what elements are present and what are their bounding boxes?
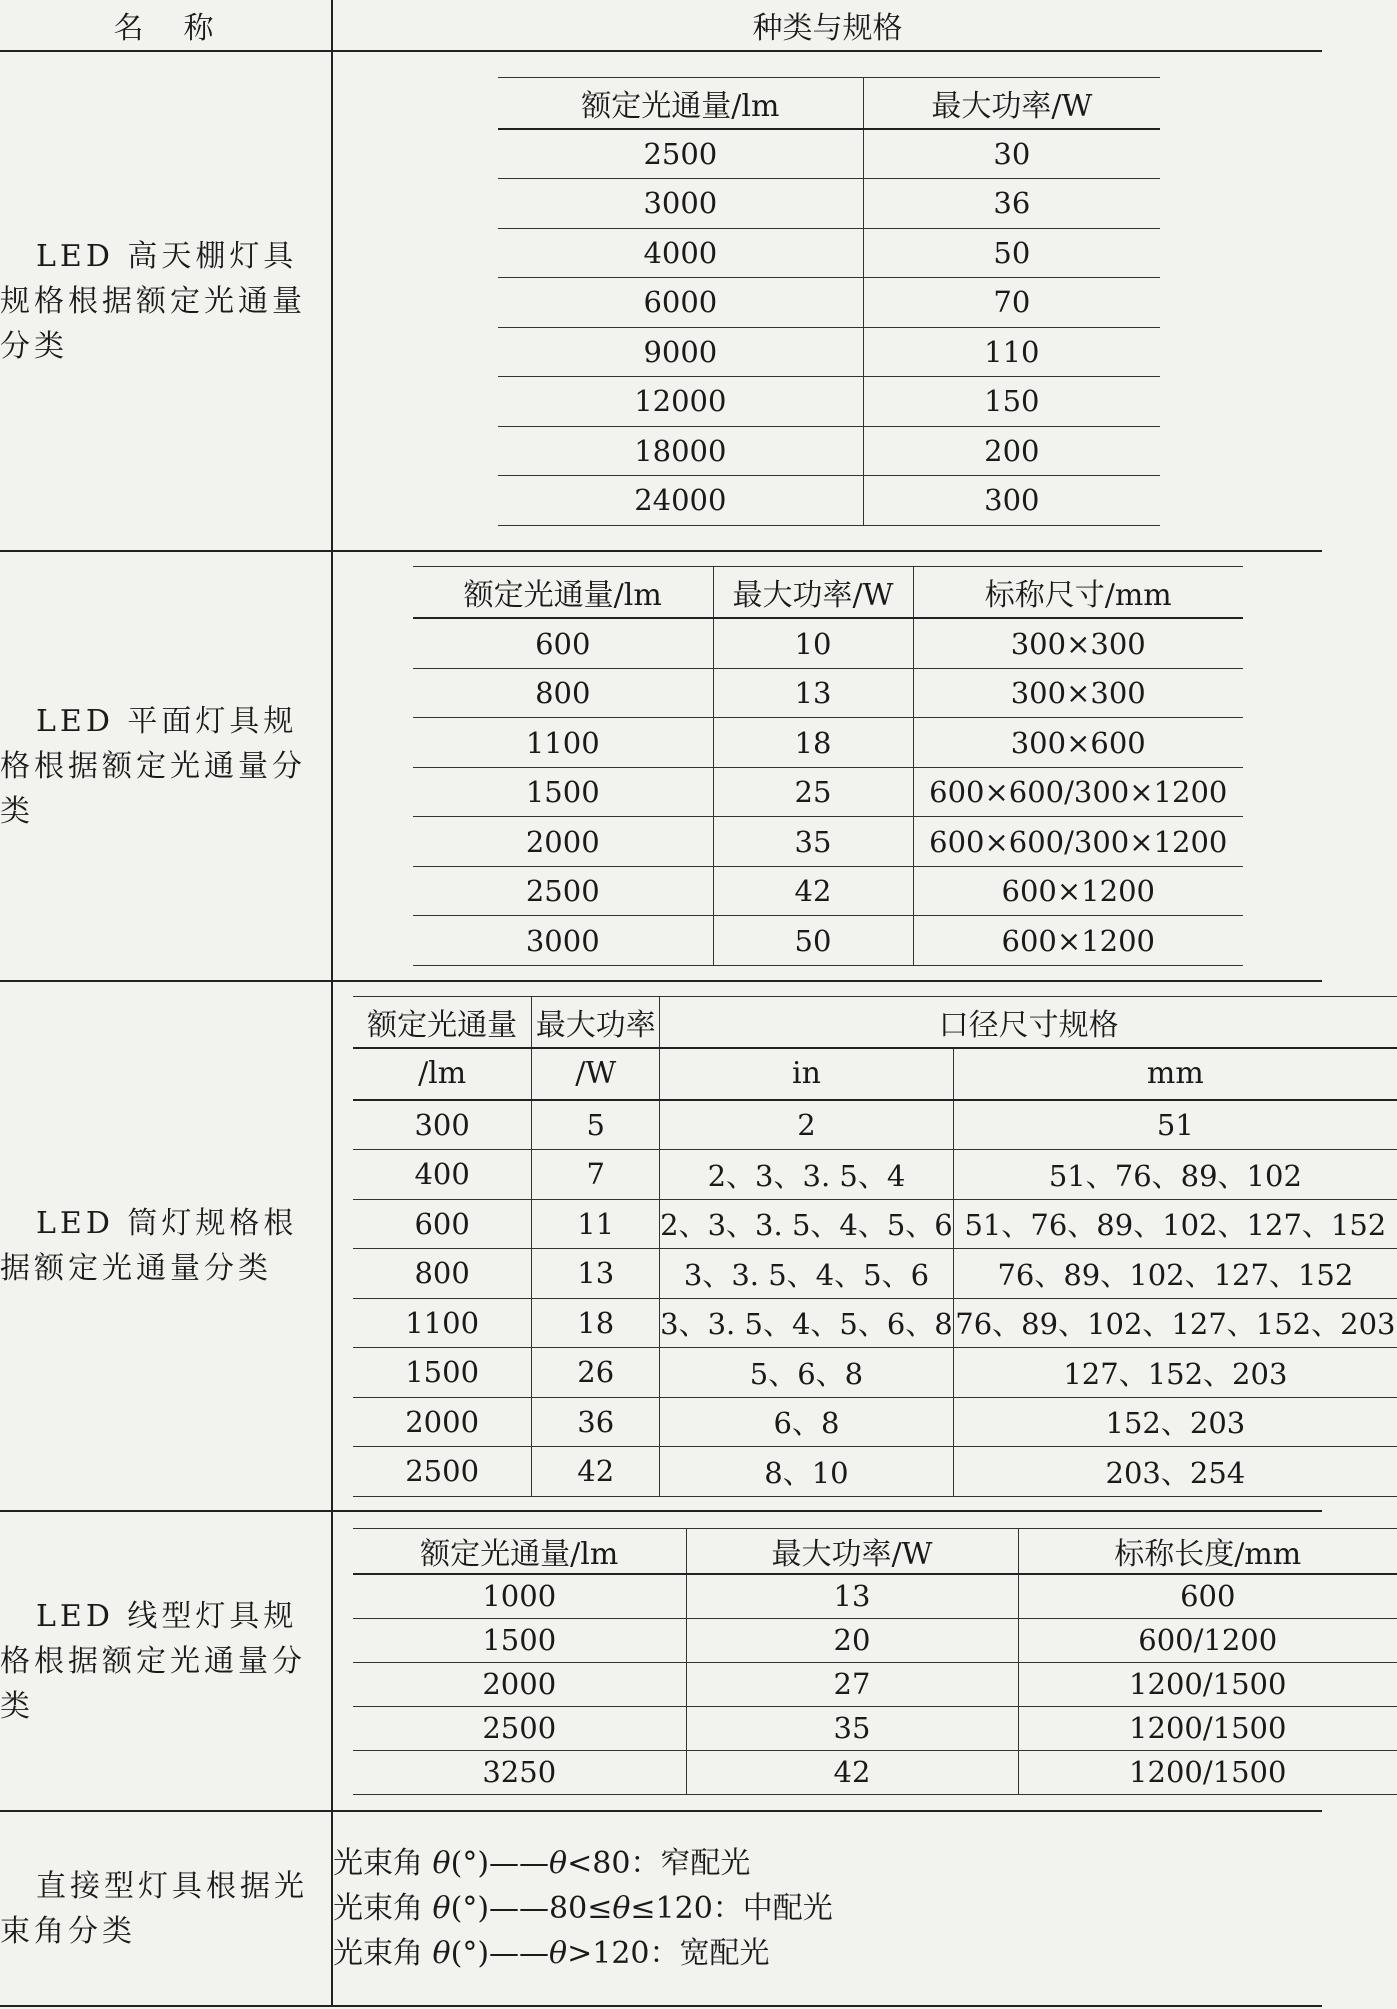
col-header: 标称长度/mm — [1018, 1528, 1397, 1574]
table-cell: 12000 — [498, 377, 863, 427]
table-cell: 18000 — [498, 426, 863, 476]
table-cell: 800 — [413, 668, 713, 718]
beam-angle-lines — [332, 1811, 1322, 2006]
table-cell: 152、203 — [953, 1397, 1397, 1447]
col-header: 额定光通量/lm — [413, 567, 713, 619]
table-cell: 2500 — [413, 866, 713, 916]
table-cell: 600×600/300×1200 — [913, 767, 1243, 817]
section-name: LED 线型灯具规格根据额定光通量分类 — [0, 1511, 332, 1811]
table-row — [353, 1447, 1397, 1497]
col-header: 最大功率 — [532, 996, 660, 1048]
table-row — [413, 866, 1243, 916]
table-row — [353, 1574, 1397, 1619]
table-cell: 1200/1500 — [1018, 1662, 1397, 1706]
table-cell: 300 — [353, 1100, 532, 1150]
table-cell: 600 — [413, 618, 713, 668]
table-cell: 600×1200 — [913, 916, 1243, 966]
table-cell: 76、89、102、127、152、203 — [953, 1298, 1397, 1348]
table-row — [413, 668, 1243, 718]
table-row — [498, 179, 1160, 229]
panel-table — [413, 566, 1243, 966]
col-header: 额定光通量 — [353, 996, 532, 1048]
section-name: 直接型灯具根据光束角分类 — [0, 1811, 332, 2006]
table-row — [353, 1298, 1397, 1348]
table-row — [498, 129, 1160, 179]
section-linear — [0, 1511, 1322, 1811]
table-cell: 70 — [863, 278, 1160, 328]
table-cell: 150 — [863, 377, 1160, 427]
table-cell: 50 — [713, 916, 913, 966]
table-cell: 200 — [863, 426, 1160, 476]
table-row — [353, 1348, 1397, 1398]
table-cell: 110 — [863, 327, 1160, 377]
table-cell: 1200/1500 — [1018, 1706, 1397, 1750]
table-row — [413, 767, 1243, 817]
table-row — [353, 1199, 1397, 1249]
table-cell: 6、8 — [660, 1397, 954, 1447]
table-cell: 600/1200 — [1018, 1618, 1397, 1662]
beam-line: 光束角 θ(°)——θ>120：宽配光 — [333, 1936, 770, 1971]
table-row — [353, 1750, 1397, 1794]
table-cell: 127、152、203 — [953, 1348, 1397, 1398]
table-cell: 42 — [713, 866, 913, 916]
table-cell: 2、3、3. 5、4、5、6 — [660, 1199, 954, 1249]
downlight-table — [353, 996, 1397, 1497]
col-header-aperture: 口径尺寸规格 — [660, 996, 1397, 1048]
table-cell: 9000 — [498, 327, 863, 377]
table-cell: 10 — [713, 618, 913, 668]
section-downlight — [0, 981, 1322, 1511]
col-header: /lm — [353, 1048, 532, 1100]
table-row — [413, 718, 1243, 768]
beam-line: 光束角 θ(°)——80≤θ≤120：中配光 — [333, 1891, 833, 1926]
table-cell: 1200/1500 — [1018, 1750, 1397, 1794]
table-row — [353, 1397, 1397, 1447]
table-row — [498, 377, 1160, 427]
col-header: 最大功率/W — [713, 567, 913, 619]
table-cell: 6000 — [498, 278, 863, 328]
table-cell: 800 — [353, 1249, 532, 1299]
table-cell: 27 — [686, 1662, 1018, 1706]
table-cell: 300 — [863, 476, 1160, 526]
table-cell: 30 — [863, 129, 1160, 179]
table-cell: 24000 — [498, 476, 863, 526]
table-cell: 5、6、8 — [660, 1348, 954, 1398]
section-panel — [0, 551, 1322, 981]
table-cell: 300×300 — [913, 618, 1243, 668]
table-cell: 1100 — [413, 718, 713, 768]
table-cell: 1500 — [353, 1348, 532, 1398]
table-cell: 35 — [686, 1706, 1018, 1750]
table-cell: 2500 — [353, 1706, 686, 1750]
table-cell: 2500 — [498, 129, 863, 179]
table-row — [353, 1249, 1397, 1299]
table-cell: 2000 — [353, 1397, 532, 1447]
section-beam-angle — [0, 1811, 1322, 2006]
col-header: 标称尺寸/mm — [913, 567, 1243, 619]
table-cell: 1500 — [413, 767, 713, 817]
col-header: 额定光通量/lm — [353, 1528, 686, 1574]
table-cell: 51、76、89、102 — [953, 1150, 1397, 1200]
table-cell: 50 — [863, 228, 1160, 278]
table-cell: 11 — [532, 1199, 660, 1249]
col-header-in: in — [660, 1048, 954, 1100]
table-cell: 3、3. 5、4、5、6、8 — [660, 1298, 954, 1348]
table-row — [498, 228, 1160, 278]
table-row — [413, 916, 1243, 966]
table-cell: 18 — [713, 718, 913, 768]
header-spec: 种类与规格 — [332, 0, 1322, 51]
table-cell: 18 — [532, 1298, 660, 1348]
table-cell: 600×1200 — [913, 866, 1243, 916]
table-cell: 8、10 — [660, 1447, 954, 1497]
table-row — [353, 1706, 1397, 1750]
table-cell: 2000 — [353, 1662, 686, 1706]
table-row — [413, 618, 1243, 668]
table-cell: 4000 — [498, 228, 863, 278]
table-cell: 203、254 — [953, 1447, 1397, 1497]
table-cell: 13 — [532, 1249, 660, 1299]
table-cell: 76、89、102、127、152 — [953, 1249, 1397, 1299]
table-cell: 300×600 — [913, 718, 1243, 768]
table-row — [353, 1100, 1397, 1150]
table-cell: 2、3、3. 5、4 — [660, 1150, 954, 1200]
table-cell: 600 — [1018, 1574, 1397, 1619]
table-cell: 2000 — [413, 817, 713, 867]
table-row — [498, 426, 1160, 476]
section-name: LED 高天棚灯具规格根据额定光通量分类 — [0, 51, 332, 551]
table-cell: 7 — [532, 1150, 660, 1200]
section-high-bay — [0, 51, 1322, 551]
table-cell: 2500 — [353, 1447, 532, 1497]
table-cell: 3、3. 5、4、5、6 — [660, 1249, 954, 1299]
table-cell: 1100 — [353, 1298, 532, 1348]
table-cell: 300×300 — [913, 668, 1243, 718]
table-row — [413, 817, 1243, 867]
table-cell: 1500 — [353, 1618, 686, 1662]
table-row — [353, 1662, 1397, 1706]
table-cell: 2 — [660, 1100, 954, 1150]
table-cell: 36 — [532, 1397, 660, 1447]
header-row — [0, 0, 1322, 51]
section-name: LED 筒灯规格根据额定光通量分类 — [0, 981, 332, 1511]
table-row — [353, 1150, 1397, 1200]
table-cell: 600×600/300×1200 — [913, 817, 1243, 867]
col-header: /W — [532, 1048, 660, 1100]
header-name: 名称 — [0, 0, 332, 51]
table-cell: 3000 — [498, 179, 863, 229]
table-cell: 20 — [686, 1618, 1018, 1662]
beam-line: 光束角 θ(°)——θ<80：窄配光 — [333, 1846, 751, 1881]
table-cell: 51 — [953, 1100, 1397, 1150]
col-header: 最大功率/W — [686, 1528, 1018, 1574]
table-cell: 25 — [713, 767, 913, 817]
table-cell: 1000 — [353, 1574, 686, 1619]
table-cell: 5 — [532, 1100, 660, 1150]
table-cell: 36 — [863, 179, 1160, 229]
table-cell: 51、76、89、102、127、152 — [953, 1199, 1397, 1249]
col-header: 额定光通量/lm — [498, 77, 863, 129]
table-row — [498, 327, 1160, 377]
high-bay-table — [498, 77, 1160, 526]
table-row — [353, 1618, 1397, 1662]
linear-table — [353, 1528, 1397, 1795]
section-name: LED 平面灯具规格根据额定光通量分类 — [0, 551, 332, 981]
table-cell: 42 — [532, 1447, 660, 1497]
table-cell: 600 — [353, 1199, 532, 1249]
table-cell: 400 — [353, 1150, 532, 1200]
table-row — [498, 476, 1160, 526]
table-cell: 3250 — [353, 1750, 686, 1794]
table-cell: 35 — [713, 817, 913, 867]
col-header: 最大功率/W — [863, 77, 1160, 129]
table-row — [498, 278, 1160, 328]
table-cell: 13 — [686, 1574, 1018, 1619]
table-cell: 3000 — [413, 916, 713, 966]
table-cell: 42 — [686, 1750, 1018, 1794]
table-cell: 26 — [532, 1348, 660, 1398]
col-header-mm: mm — [953, 1048, 1397, 1100]
table-cell: 13 — [713, 668, 913, 718]
